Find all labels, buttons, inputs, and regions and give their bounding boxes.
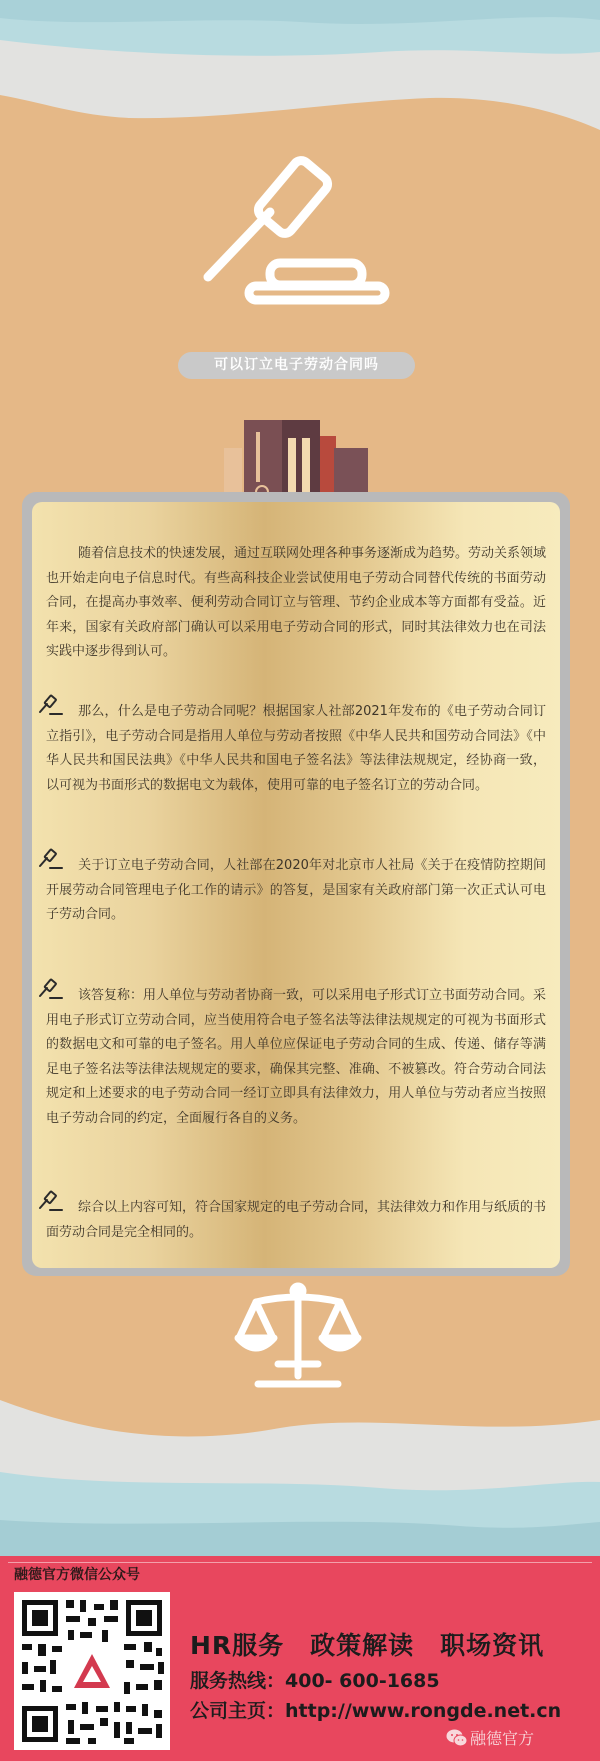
wechat-account-title: 融德官方微信公众号 [14, 1567, 140, 1583]
paragraph-reply: 该答复称：用人单位与劳动者协商一致，可以采用电子形式订立书面劳动合同。采用电子形式订立劳动合同，应当使用符合电子签名法等法律法规规定的可视为书面形式的数据电文和可靠的电子签名。用人单位应保证电子劳动合同的生成、传递、储存等满足电子签名法等法律法规规定的要求，确保其完整、准确、不被篡改。符合劳动合同法规定和上述要求的电子劳动合同一经订立即具有法律效力，用人单位与劳动者应当按照电子劳动合同的约定，全面履行各自的义务。 [46, 988, 547, 1126]
footer-homepage[interactable]: 公司主页：http://www.rongde.net.cn [190, 1700, 562, 1722]
qr-code [14, 1592, 170, 1750]
paragraph-definition: 那么，什么是电子劳动合同呢？根据国家人社部2021年发布的《电子劳动合同订立指引》，电子劳动合同是指用人单位与劳动者按照《中华人民共和国劳动合同法》《中华人民共和国民法典》《中华人民共和国电子签名法》等法律法规规定，经协商一致，以可视为书面形式的数据电文为载体，使用可靠的电子签名订立的劳动合同。 [46, 704, 546, 793]
page-title: 可以订立电子劳动合同吗 [178, 352, 415, 379]
footer-slogan: HR服务 政策解读 职场资讯 [190, 1631, 545, 1660]
wechat-icon [446, 1728, 468, 1748]
gavel-icon [195, 150, 395, 305]
paragraph-intro: 随着信息技术的快速发展，通过互联网处理各种事务逐渐成为趋势。劳动关系领域也开始走向电子信息时代。有些高科技企业尝试使用电子劳动合同替代传统的书面劳动合同，在提高办事效率、便利劳动合同订立与管理、节约企业成本等方面都有受益。近年来，国家有关政府部门确认可以采用电子劳动合同的形式，同时其法律效力也在司法实践中逐步得到认可。 [46, 546, 547, 659]
footer-divider [8, 1562, 592, 1563]
footer-hotline: 服务热线：400- 600-1685 [190, 1670, 440, 1692]
paragraph-recognition: 关于订立电子劳动合同，人社部在2020年对北京市人社局《关于在疫情防控期间开展劳动合同管理电子化工作的请示》的答复，是国家有关政府部门第一次正式认可电子劳动合同。 [46, 858, 546, 922]
wechat-brand-name: 融德官方 [470, 1729, 535, 1748]
paragraph-conclusion: 综合以上内容可知，符合国家规定的电子劳动合同，其法律效力和作用与纸质的书面劳动合同是完全相同的。 [46, 1200, 547, 1240]
scale-icon [234, 1282, 362, 1392]
